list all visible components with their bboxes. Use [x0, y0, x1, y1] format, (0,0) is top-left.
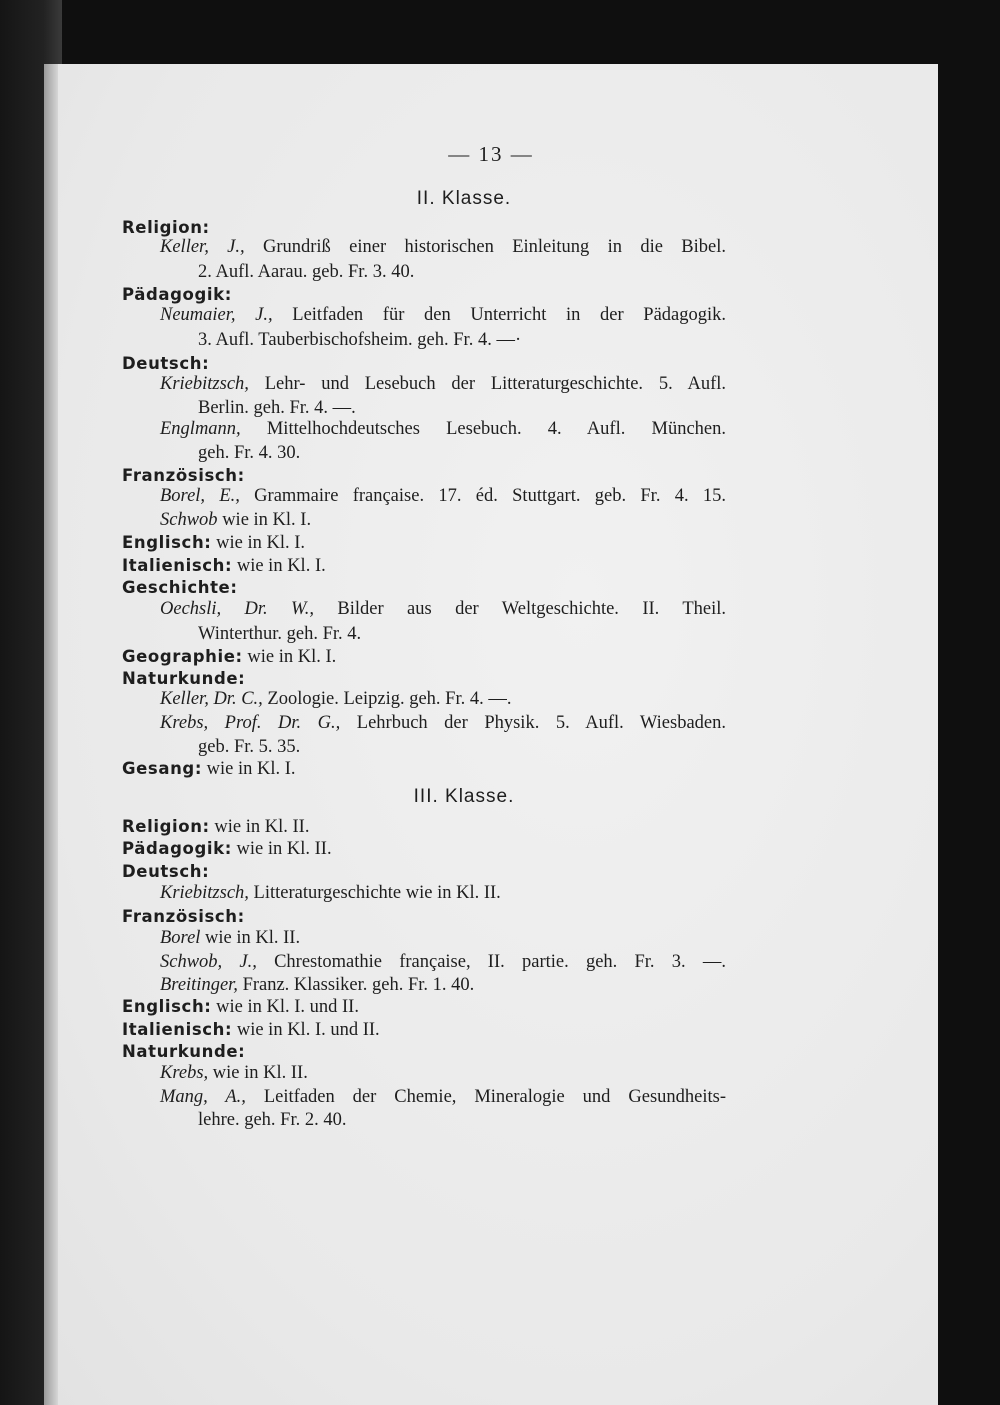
page-number: — 13 — [448, 142, 534, 166]
category-franzoesisch: Französisch: [122, 466, 245, 485]
entry-text: Zoologie. Leipzig. geh. Fr. 4. —. [267, 689, 512, 709]
category-geschichte: Geschichte: [122, 578, 238, 597]
category-franzoesisch: Französisch: [122, 907, 245, 926]
category-deutsch: Deutsch: [122, 354, 210, 373]
category-paedagogik: Pädagogik: [122, 285, 232, 304]
entry-text: wie in Kl. I. [222, 510, 312, 530]
entry-author: Neumaier, J., [160, 305, 273, 325]
entry-line [122, 838, 332, 860]
entry-author: Krebs, [160, 1063, 209, 1083]
entry-text: wie in Kl. I. [216, 533, 306, 553]
entry-continuation: Berlin. geh. Fr. 4. —. [198, 398, 356, 418]
entry-text: Franz. Klassiker. geh. Fr. 1. 40. [242, 975, 475, 995]
category-englisch: Englisch: [122, 997, 212, 1016]
section-heading-klasse-3: III. Klasse. [413, 786, 515, 807]
entry-text: Grundriß einer historischen Einleitung in die Bibel. [262, 237, 726, 257]
entry-author: Kriebitzsch, [160, 883, 249, 903]
entry-continuation: geb. Fr. 5. 35. [198, 737, 301, 757]
entry-text: Leitfaden der Chemie, Mineralogie und Gesundheits- [263, 1087, 726, 1107]
entry-text: Lehr- und Lesebuch der Litteraturgeschichte. 5. Aufl. [264, 374, 727, 394]
entry-text: wie in Kl. I. und II. [236, 1020, 380, 1040]
entry-text: wie in Kl. I. [236, 556, 326, 576]
document-page [44, 64, 938, 1405]
entry-author: Mang, A., [160, 1087, 246, 1107]
entry-line [122, 555, 326, 577]
category-gesang: Gesang: [122, 759, 203, 778]
entry-text: Litteraturgeschichte wie in Kl. II. [253, 883, 501, 903]
category-italienisch: Italienisch: [122, 556, 233, 575]
entry-line [160, 1062, 308, 1084]
category-naturkunde: Naturkunde: [122, 669, 246, 688]
scan-border-top [62, 0, 1000, 64]
section-heading-klasse-2: II. Klasse. [416, 188, 512, 209]
entry-text: Bilder aus der Weltgeschichte. II. Theil. [337, 599, 726, 619]
entry-text: wie in Kl. II. [214, 817, 310, 837]
entry-author: Breitinger, [160, 975, 238, 995]
category-deutsch: Deutsch: [122, 862, 210, 881]
entry-line [122, 758, 296, 780]
entry-line [160, 927, 300, 949]
page-gutter [44, 64, 58, 1405]
entry-line [160, 882, 501, 904]
entry-text: wie in Kl. II. [212, 1063, 308, 1083]
entry-author: Keller, J., [160, 237, 245, 257]
entry-author: Keller, Dr. C., [160, 689, 263, 709]
entry-line [160, 951, 726, 973]
entry-text: wie in Kl. I. [206, 759, 296, 779]
entry-continuation: lehre. geh. Fr. 2. 40. [198, 1110, 347, 1130]
entry-author: Borel, E., [160, 486, 240, 506]
entry-line [160, 418, 726, 440]
entry-line [122, 532, 305, 554]
category-geographie: Geographie: [122, 647, 243, 666]
entry-line [160, 1086, 726, 1108]
category-religion: Religion: [122, 817, 210, 836]
entry-line [160, 509, 311, 531]
entry-author: Oechsli, Dr. W., [160, 599, 315, 619]
entry-text: Mittelhochdeutsches Lesebuch. 4. Aufl. München. [266, 419, 727, 439]
entry-text: Grammaire française. 17. éd. Stuttgart. geb. Fr. 4. 15. [254, 486, 727, 506]
entry-line [122, 996, 359, 1018]
entry-line [160, 712, 726, 734]
entry-author: Englmann, [160, 419, 241, 439]
entry-author: Krebs, Prof. Dr. G., [160, 713, 341, 733]
entry-line [122, 646, 336, 668]
entry-author: Kriebitzsch, [160, 374, 249, 394]
entry-text: wie in Kl. I. und II. [216, 997, 359, 1017]
entry-line [160, 236, 726, 258]
entry-line [122, 816, 309, 838]
entry-text: Leitfaden für den Unterricht in der Pädagogik. [292, 305, 727, 325]
entry-text: wie in Kl. II. [236, 839, 332, 859]
category-religion: Religion: [122, 218, 210, 237]
entry-continuation: 2. Aufl. Aarau. geb. Fr. 3. 40. [198, 262, 415, 282]
entry-line [160, 974, 474, 996]
entry-text: Chrestomathie française, II. partie. geh. Fr. 3. —. [274, 952, 726, 972]
entry-line [160, 598, 726, 620]
scan-border-right [938, 0, 1000, 1405]
category-paedagogik: Pädagogik: [122, 839, 232, 858]
category-englisch: Englisch: [122, 533, 212, 552]
entry-line [160, 688, 511, 710]
entry-author: Schwob [160, 510, 218, 530]
entry-text: wie in Kl. I. [247, 647, 337, 667]
entry-text: Lehrbuch der Physik. 5. Aufl. Wiesbaden. [356, 713, 726, 733]
entry-line [160, 373, 726, 395]
entry-text: wie in Kl. II. [205, 928, 301, 948]
category-naturkunde: Naturkunde: [122, 1042, 246, 1061]
entry-continuation: 3. Aufl. Tauberbischofsheim. geh. Fr. 4. —· [198, 330, 522, 350]
entry-line [160, 304, 726, 326]
entry-continuation: geh. Fr. 4. 30. [198, 443, 301, 463]
entry-author: Borel [160, 928, 201, 948]
entry-author: Schwob, J., [160, 952, 257, 972]
entry-continuation: Winterthur. geh. Fr. 4. [198, 624, 362, 644]
entry-line [160, 485, 726, 507]
entry-line [122, 1019, 380, 1041]
category-italienisch: Italienisch: [122, 1020, 233, 1039]
